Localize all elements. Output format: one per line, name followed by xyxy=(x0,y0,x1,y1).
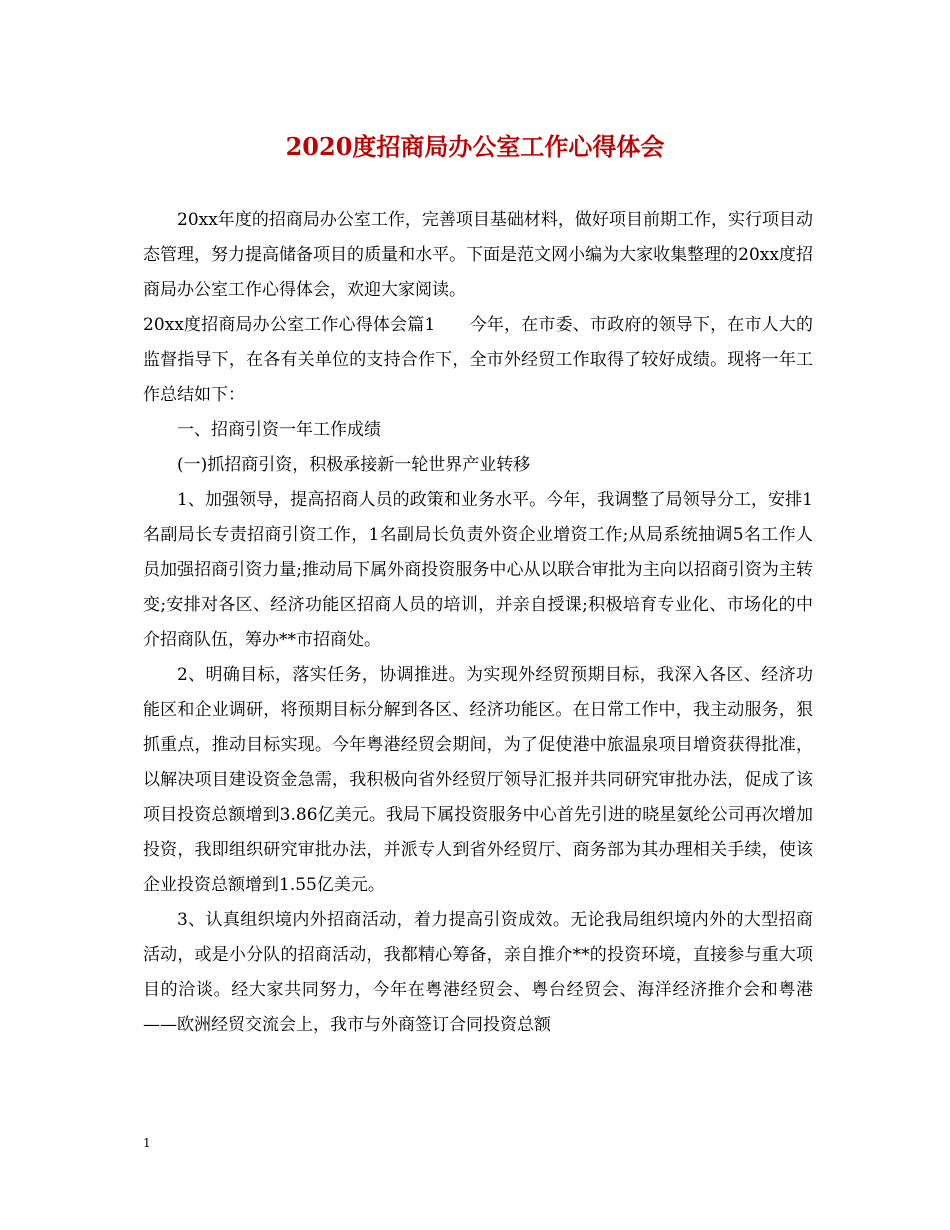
paragraph-heading-2: (一)抓招商引资，积极承接新一轮世界产业转移 xyxy=(177,455,531,475)
paragraph-item-1: 1、加强领导，提高招商人员的政策和业务水平。今年，我调整了局领导分工，安排1名副局长专责招商引资工作，1名副局长负责外资企业增资工作;从局系统抽调5名工作人员加强招商引资力量;推动局下属外商投资服务中心从以联合审批为主向以招商引资为主转变;安排对各区、经济功能区招商人员的培训，并亲自授课;积极培育专业化、市场化的中介招商队伍，筹办**市招商处。 xyxy=(143,490,813,650)
document-body xyxy=(143,203,813,1043)
document-title: 2020度招商局办公室工作心得体会 xyxy=(285,132,665,161)
paragraph-section-heading: 20xx度招商局办公室工作心得体会篇1 今年，在市委、市政府的领导下，在市人大的监督指导下，在各有关单位的支持合作下，全市外经贸工作取得了较好成绩。现将一年工作总结如下： xyxy=(143,315,813,405)
page-number: 1 xyxy=(143,1136,151,1150)
paragraph-heading-1: 一、招商引资一年工作成绩 xyxy=(177,420,381,440)
paragraph-item-2: 2、明确目标，落实任务，协调推进。为实现外经贸预期目标，我深入各区、经济功能区和企业调研，将预期目标分解到各区、经济功能区。在日常工作中，我主动服务，狠抓重点，推动目标实现。今年粤港经贸会期间，为了促使港中旅温泉项目增资获得批准，以解决项目建设资金急需，我积极向省外经贸厅领导汇报并共同研究审批办法，促成了该项目投资总额增到3.86亿美元。我局下属投资服务中心首先引进的晓星氨纶公司再次增加投资，我即组织研究审批办法，并派专人到省外经贸厅、商务部为其办理相关手续，使该企业投资总额增到1.55亿美元。 xyxy=(143,665,813,895)
paragraph-intro: 20xx年度的招商局办公室工作，完善项目基础材料，做好项目前期工作，实行项目动态管理，努力提高储备项目的质量和水平。下面是范文网小编为大家收集整理的20xx度招商局办公室工作心得体会，欢迎大家阅读。 xyxy=(143,210,813,300)
paragraph-item-3: 3、认真组织境内外招商活动，着力提高引资成效。无论我局组织境内外的大型招商活动，或是小分队的招商活动，我都精心筹备，亲自推介**的投资环境，直接参与重大项目的洽谈。经大家共同努力，今年在粤港经贸会、粤台经贸会、海洋经济推介会和粤港——欧洲经贸交流会上，我市与外商签订合同投资总额 xyxy=(143,910,813,1035)
